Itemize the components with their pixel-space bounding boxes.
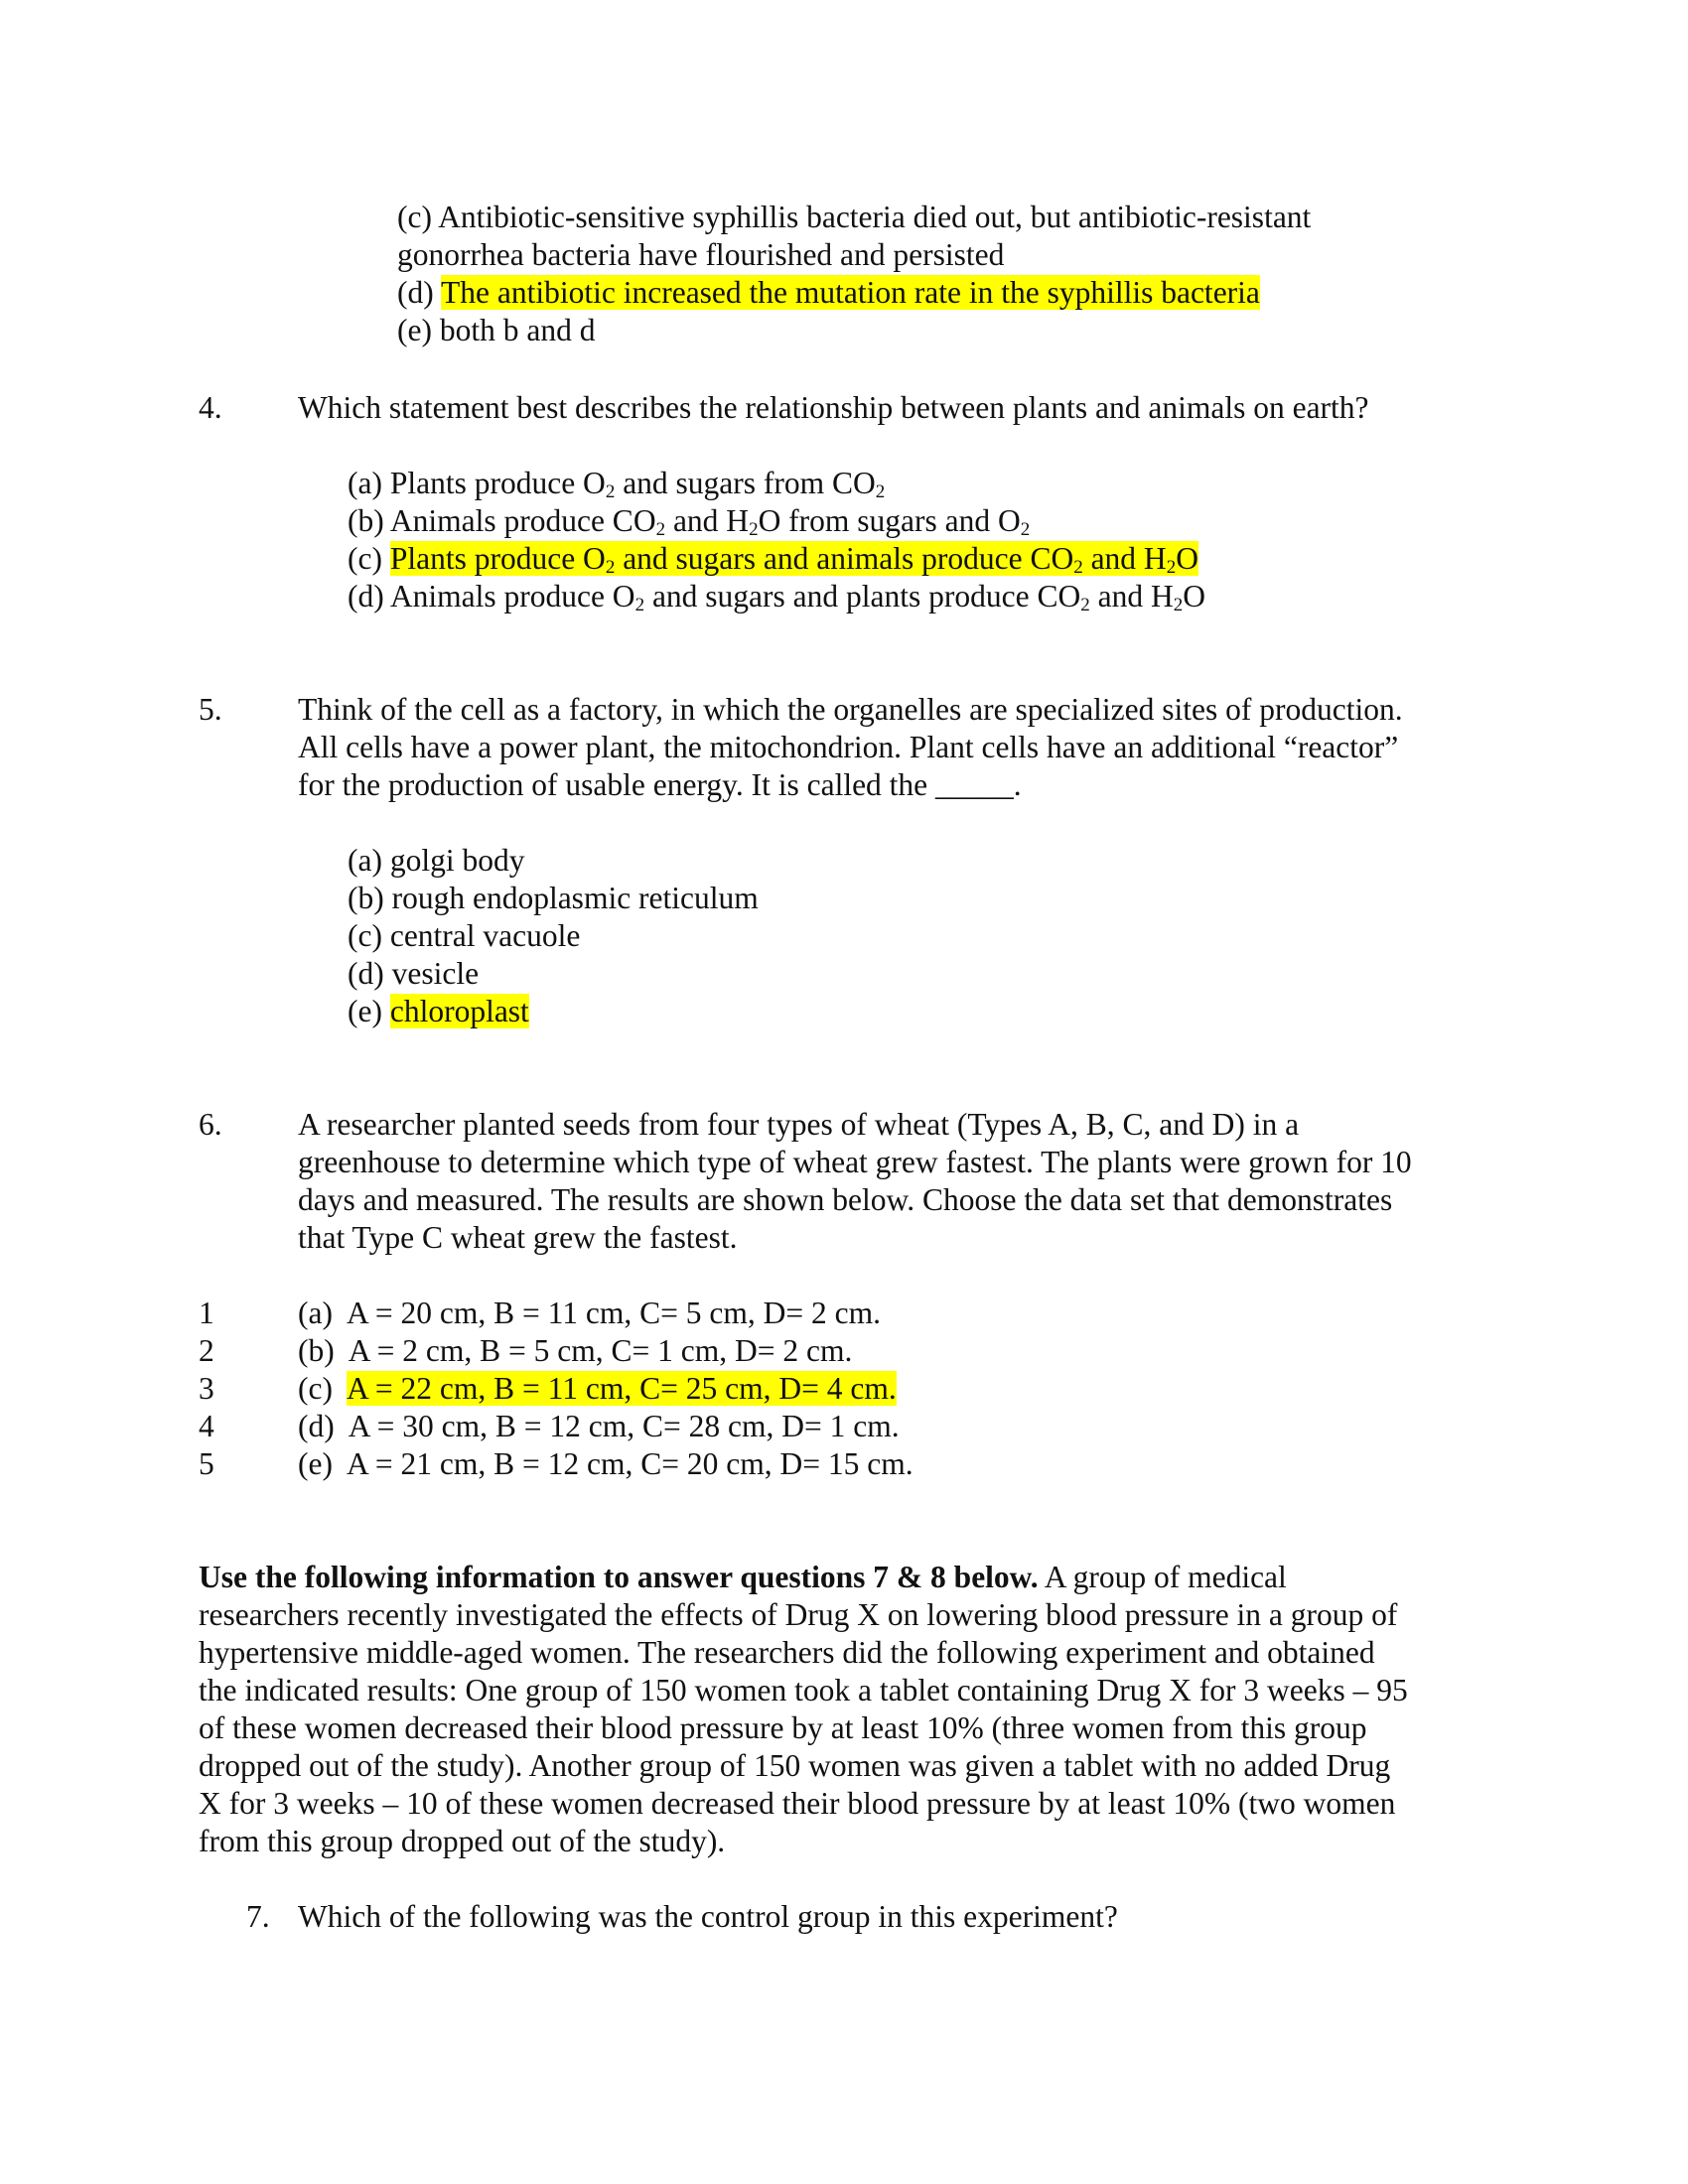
q5-option-a: (a) golgi body — [348, 843, 525, 878]
q6-line3: days and measured. The results are shown below. Choose the data set that demonstrates — [298, 1182, 1393, 1217]
q7-number: 7. — [246, 1899, 270, 1934]
q3-option-c-line1: (c) Antibiotic-sensitive syphillis bacteria died out, but antibiotic-resistant — [397, 200, 1312, 234]
q6-option-d: (d) A = 30 cm, B = 12 cm, C= 28 cm, D= 1 cm. — [298, 1409, 900, 1443]
info-line7: X for 3 weeks – 10 of these women decreased their blood pressure by at least 10% (two women — [199, 1786, 1396, 1821]
q5-number: 5. — [199, 692, 222, 727]
q6-line2: greenhouse to determine which type of wheat grew fastest. The plants were grown for 10 — [298, 1145, 1412, 1179]
info-line8: from this group dropped out of the study). — [199, 1824, 726, 1858]
q4-question: Which statement best describes the relationship between plants and animals on earth? — [298, 390, 1369, 425]
q5-option-b: (b) rough endoplasmic reticulum — [348, 881, 759, 915]
q6-option-c-highlighted: A = 22 cm, B = 11 cm, C= 25 cm, D= 4 cm. — [346, 1371, 897, 1406]
q6-number: 6. — [199, 1107, 222, 1142]
q3-option-d — [397, 274, 1260, 312]
q6-line-number: 1 — [199, 1296, 214, 1330]
q4-option-c: (c) Plants produce $O_2$ and sugars and animals produce $CO_2$ and $H_2O$ — [348, 541, 1198, 578]
q4-option-c-highlighted: Plants produce $O_2$ and sugars and animals produce $CO_2$ and $H_2O$ — [389, 541, 1198, 578]
q6-line1: A researcher planted seeds from four types of wheat (Types A, B, C, and D) in a — [298, 1107, 1300, 1142]
q4-number: 4. — [199, 390, 222, 425]
q3-option-e: (e) both b and d — [397, 313, 596, 347]
q6-option-c: (c) A = 22 cm, B = 11 cm, C= 25 cm, D= 4 cm. — [298, 1371, 897, 1406]
q5-line2: All cells have a power plant, the mitochondrion. Plant cells have an additional “reactor” — [298, 730, 1399, 764]
q6-option-e: (e) A = 21 cm, B = 12 cm, C= 20 cm, D= 15 cm. — [298, 1446, 914, 1481]
info-line5: of these women decreased their blood pressure by at least 10% (three women from this group — [199, 1710, 1367, 1745]
q3-option-c-line2: gonorrhea bacteria have flourished and persisted — [397, 237, 1005, 272]
q6-line-number: 4 — [199, 1409, 214, 1443]
q5-option-c: (c) central vacuole — [348, 918, 581, 953]
q3-option-d-highlighted: The antibiotic increased the mutation rate in the syphillis bacteria — [441, 275, 1260, 310]
q4-option-a: (a) Plants produce $O_2$ and sugars from $CO_2$ — [348, 466, 886, 502]
q6-option-b: (b) A = 2 cm, B = 5 cm, C= 1 cm, D= 2 cm. — [298, 1333, 853, 1368]
q6-line-number: 3 — [199, 1371, 214, 1406]
q5-line1: Think of the cell as a factory, in which the organelles are specialized sites of production. — [298, 692, 1403, 727]
q5-line3: for the production of usable energy. It is called the _____. — [298, 767, 1022, 802]
q6-line-number: 2 — [199, 1333, 214, 1368]
q6-option-a: (a) A = 20 cm, B = 11 cm, C= 5 cm, D= 2 cm. — [298, 1296, 881, 1330]
q7-question: Which of the following was the control group in this experiment? — [298, 1899, 1118, 1934]
info-heading: Use the following information to answer questions 7 & 8 below. — [199, 1560, 1039, 1594]
q5-option-d: (d) vesicle — [348, 956, 480, 991]
info-line1: Use the following information to answer questions 7 & 8 below. A group of medical — [199, 1560, 1287, 1594]
info-line4: the indicated results: One group of 150 women took a tablet containing Drug X for 3 weeks – 95 — [199, 1673, 1408, 1707]
info-line2: researchers recently investigated the effects of Drug X on lowering blood pressure in a group of — [199, 1597, 1398, 1632]
q4-option-b: (b) Animals produce $CO_2$ and $H_2O$ from sugars and $O_2$ — [348, 503, 1031, 540]
q5-option-e: (e) chloroplast — [348, 994, 529, 1028]
q4-option-d: (d) Animals produce $O_2$ and sugars and plants produce $CO_2$ and $H_2O$ — [348, 579, 1205, 615]
info-line6: dropped out of the study). Another group of 150 women was given a tablet with no added Drug — [199, 1748, 1391, 1783]
info-line3: hypertensive middle-aged women. The researchers did the following experiment and obtained — [199, 1635, 1375, 1670]
q3-option-d-label: (d) — [397, 275, 434, 310]
q5-option-e-highlighted: chloroplast — [389, 994, 529, 1028]
q6-line-number: 5 — [199, 1446, 214, 1481]
q6-line4: that Type C wheat grew the fastest. — [298, 1220, 738, 1255]
